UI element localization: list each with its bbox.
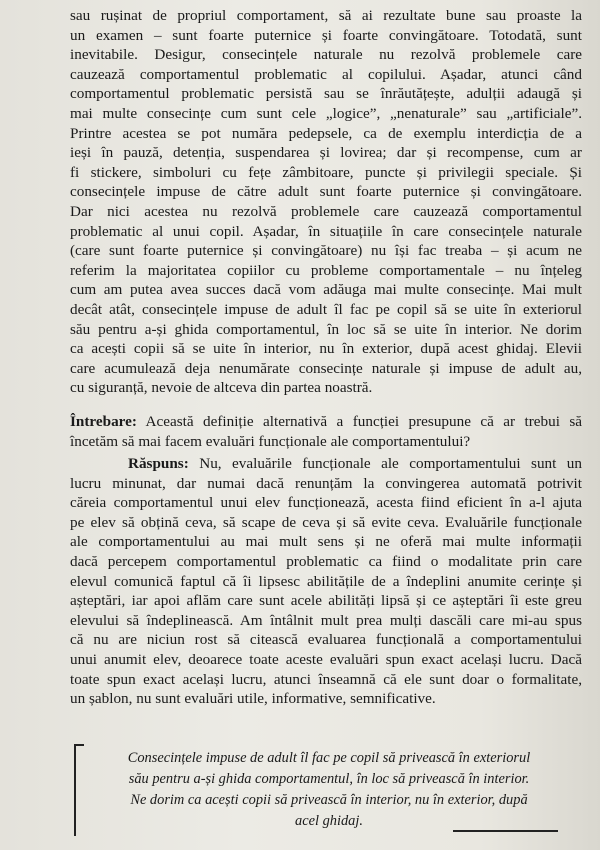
- answer-line: dacă percepem comportamentul problematic ca fiind o modalitate prin care: [70, 552, 582, 570]
- paragraph-line: cu siguranță, nevoie de altceva din partea noastră.: [70, 379, 373, 397]
- paragraph-line: mai multe consecințe cum sunt cele „logice”, „nenaturale” sau „artificiale”.: [70, 104, 582, 122]
- paragraph-line: (care sunt foarte puternice și convingătoare) nu își fac treaba – și acum ne: [70, 242, 582, 260]
- quote-line: său pentru a-și ghida comportamentul, în loc să privească în interior.: [128, 771, 530, 787]
- paragraph-line: sau rușinat de propriul comportament, să ai rezultate bune sau proaste la: [70, 7, 582, 24]
- answer-line: căreia comportamentul unui elev funcționează, acesta fiind eficient în a-l ajuta: [70, 494, 582, 512]
- paragraph-line: Printre acestea se pot număra pedepsele, ca de exemplu interdicția de a: [70, 124, 582, 142]
- question-text-line: încetăm să mai facem evaluări funcționale ale comportamentului?: [70, 432, 471, 450]
- answer-block: [70, 454, 582, 709]
- main-paragraph: [70, 6, 582, 398]
- paragraph-line: comportamentul problematic persistă sau se înrăutățește, adulții adaugă și: [70, 85, 582, 103]
- answer-label: Răspuns:: [128, 455, 189, 472]
- paragraph-line: ieși în pauză, detenția, suspendarea și lovirea; dar și recompense, cum ar: [70, 144, 582, 162]
- answer-text: Nu, evaluările funcționale ale comportamentului sunt un: [188, 455, 582, 472]
- quote-border-bottom: [453, 830, 558, 832]
- paragraph-line: un examen – sunt foarte puternice și foarte convingătoare. Totodată, sunt: [70, 26, 582, 44]
- answer-line: unui anumit elev, deoarece toate aceste evaluări spun exact același lucru. Dacă: [70, 650, 582, 668]
- paragraph-line: fi stickere, simboluri cu fețe zâmbitoare, puncte și privilegii speciale. Și: [70, 163, 582, 181]
- question-text: Această definiție alternativă a funcției presupune că ar trebui să: [136, 413, 582, 430]
- answer-line: lucru minunat, dar numai dacă renunțăm la convingerea automată potrivit: [70, 474, 582, 492]
- paragraph-line: inevitabile. Desigur, consecințele naturale nu rezolvă problemele care: [70, 46, 582, 64]
- paragraph-line: său pentru a-și ghida comportamentul, în loc să se uite în interior. Ne dorim: [70, 320, 582, 338]
- paragraph-line: referim la majoritatea copiilor cu probleme comportamentale – nu înțeleg: [70, 261, 582, 279]
- paragraph-line: care acumulează deja nenumărate consecințe naturale și impuse de adult au,: [70, 359, 582, 377]
- pull-quote-box: [68, 742, 580, 838]
- answer-line: un șablon, nu sunt evaluări utile, informative, semnificative.: [70, 690, 436, 708]
- paragraph-line: cauzează comportamentul problematic al copilului. Așadar, atunci când: [70, 65, 582, 83]
- question-label: Întrebare:: [70, 413, 137, 430]
- paragraph-line: ca acești copii să se uite în interior, nu în exterior, după acest ghidaj. Elevii: [70, 340, 582, 358]
- answer-line: pe elev să obțină ceva, să scape de ceva și să evite ceva. Evaluările funcționale: [70, 513, 582, 531]
- answer-line: așteptări, iar apoi aflăm care sunt acele abilități lipsă și ce așteptări îi este greu: [70, 592, 582, 610]
- paragraph-line: Dar nici acestea nu rezolvă problemele care cauzează comportamentul: [70, 202, 582, 220]
- answer-line: elevul comunică faptul că îi lipsesc abilitățile de a îndeplini anumite cerințe și: [70, 572, 582, 590]
- answer-line: ale comportamentului au mai mult sens și ne oferă mai multe informații: [70, 533, 582, 551]
- quote-border-left: [74, 744, 76, 836]
- paragraph-line: cum am putea avea succes dacă vom adăuga mai multe consecințe. Mai mult: [70, 281, 582, 299]
- quote-line: Consecințele impuse de adult îl fac pe copil să privească în exteriorul: [127, 750, 531, 766]
- quote-line: Ne dorim ca acești copii să privească în interior, nu în exterior, după: [130, 792, 528, 808]
- quote-line: acel ghidaj.: [295, 813, 363, 829]
- paragraph-line: problematic al unui copil. Așadar, în situațiile în care consecințele naturale: [70, 222, 582, 240]
- answer-line: elevului să îndeplinească. Am întâlnit mult prea mulți dascăli care mi-au spus: [70, 611, 582, 629]
- quote-border-top: [74, 744, 84, 746]
- paragraph-line: decât atât, consecințele impuse de adult îl fac pe copil să se uite în exteriorul: [70, 300, 582, 318]
- answer-line: toate spun exact același lucru, atunci înseamnă că ele sunt doar o formalitate,: [70, 670, 582, 688]
- pull-quote-text: [88, 748, 570, 832]
- question-block: [70, 412, 582, 451]
- paragraph-line: consecințele impuse de către adult sunt foarte puternice și convingătoare.: [70, 183, 582, 201]
- answer-line: că nu are niciun rost să citească evaluarea funcțională a comportamentului: [70, 631, 582, 649]
